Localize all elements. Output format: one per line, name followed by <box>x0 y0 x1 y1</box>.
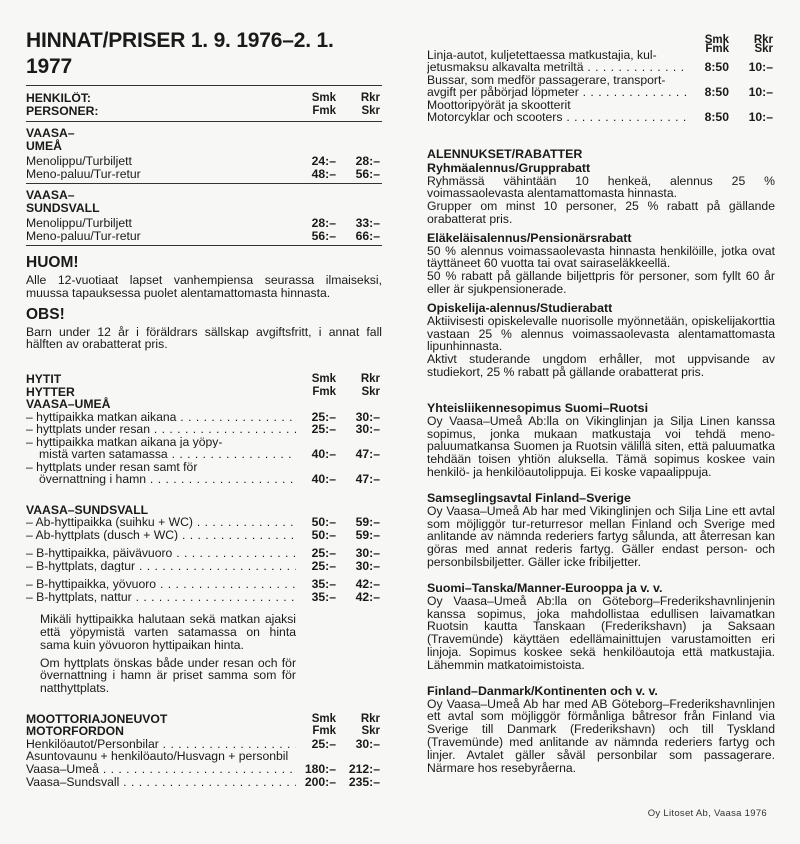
discount-title: Opiskelija-alennus/Studierabatt <box>427 300 613 315</box>
vehicles-header-fi: MOOTTORIAJONEUVOT <box>26 712 168 726</box>
price-row: Menolippu/Turbiljett 24:– 28:– <box>26 154 380 168</box>
discounts-section <box>427 147 775 379</box>
price-row: Motorcyklar och scooters . . . 8:50 10:– <box>427 111 775 124</box>
price-row: – hyttplats under resan . . . 25:– 30:– <box>26 423 382 436</box>
price-row: – Ab-hyttipaikka (suihku + WC) . . . 50:– 59:– <box>26 516 382 529</box>
route-name: VAASA–UMEÅ <box>26 397 111 412</box>
route-vaasa-sundsvall <box>26 189 382 242</box>
cabin-note-sv: Om hyttplats önskas både under resan och för övernattning i hamn är priset samma som för natthyttplats. <box>40 655 296 696</box>
other-vehicles-line: Linja-autot, kuljetettaessa matkustajia, kul- <box>427 48 657 61</box>
right-column: Smk Rkr Linja-autot, kuljetettaessa matkustajia, kul- Fmk Skr jetusmaksu alkavalta metriltä . . . 8:50 10:– Bussar, som medför passagerare, transport- avgift per påbörjad löpmeter . . . 8:50 10:– Moottoripyörät ja skootterit Motorcyklar och scooters . . . 8:50 10:– ALENNUKSET/RABATTER Ryhmäalennus/Grupprabatt Ryhmässä vähintään 10 henkeä, alennus 25 % voimassaolevasta alentamattomasta hinnasta. Grupper om minst 10 personer, 25 % rabatt på gällande orabatterat pris. Eläkeläisalennus/Pensionärsrabatt 50 % alennus voimassaolevasta hinnasta henkilöille, jotka ovat täyttäneet 60 vuotta tai ovat sairaseläkkeellä. 50 % rabatt på gällande biljettpris för personer, som fyllt 60 år eller är sjukpensionerade. Opiskelija-alennus/Studierabatt Aktiivisesti opiskelevalle nuorisolle myönnetään, opiskelijakorttia vastaan 25 % alennus voimassaolevasta alentamattomasta lipunhinnasta. Aktivt studerande ungdom erhåller, mot uppvisande av studiekort, 25 % rabatt på gällande orabatterat pris. Yhteisliikennesopimus Suomi–Ruotsi Oy Vaasa–Umeå Ab:lla on Vikinglinjan ja Silja Linen kanssa sopimus, jonka mukaan matkustaja voi tehdä meno-paluumatkansa Suomen ja Ruotsin välillä siten, että paluumatka tehdään toisen yhtiön aluksella. Tämä sopimus koskee vain henkilö- ja henkilöautolippuja. Ei koske vapaalippuja. Samseglingsavtal Finland–Sverige Oy Vaasa–Umeå Ab har med Vikinglinjen och Silja Line ett avtal som möjliggör tur-returresor mellan Finland och Sverige med anlitande av nämnda rederiers fartyg sålunda, att återresan kan göras med annat rederis fartyg. Gäller endast person- och personbilsbiljetter. Gäller icke fribiljetter. Suomi–Tanska/Manner-Eurooppa ja v. v. Oy Vaasa–Umeå Ab:lla on Göteborg–Frederikshavnlinjenin kanssa sopimus, joka mahdollistaa edullisen laivamatkan Ruotsin kautta Tanskaan (Frederikshavn) ja Saksaan (Travemünde) käyttäen edellämainittujen varustamoitten eri linjoja. Sopimus koskee sekä henkilöautoja että matkustajia. Lähemmin matkatoimistoista. Finland–Danmark/Kontinenten och v. v. Oy Vaasa–Umeå Ab har med AB Göteborg–Frederikshavnlinjen ett avtal som möjliggör förmånliga båtresor från Finland via Sverige till Danmark (Frederikshavn) och till Tyskland (Travemünde) med anlitande av nämnda rederiers fartyg och linjer. Avtalet gäller såväl personbilar som passagerare. Närmare hos resebyråerna. <box>427 28 775 774</box>
persons-header <box>26 92 382 117</box>
cabin-group <box>26 547 382 572</box>
price-row: – B-hyttplats, dagtur . . . 25:– 30:– <box>26 560 382 573</box>
divider <box>26 121 382 122</box>
agreement <box>427 491 775 569</box>
persons-header-sv: PERSONER: <box>26 104 99 117</box>
vehicles-header-sv: MOTORFORDON <box>26 725 124 738</box>
price-row: Meno-paluu/Tur-retur 56:– 66:– <box>26 228 380 243</box>
obs-text: Barn under 12 år i föräldrars sällskap avgiftsfritt, i annat fall hälften av orabatterat pris. <box>26 324 382 352</box>
currency-rkr: Rkr <box>360 92 380 104</box>
page-title: HINNAT/PRISER 1. 9. 1976–2. 1. 1977 <box>26 29 334 78</box>
price-row: – hyttplats under resan samt för <box>26 460 198 474</box>
agreement-text: Oy Vaasa–Umeå Ab har med Vikinglinjen och Silja Line ett avtal som möjliggör tur-returresor mellan Finland och Sverige med anlitande av nämnda rederiers fartyg sålunda, att återresan kan göras med annat rederis fartyg. Gäller endast person- och personbilsbiljetter. Gäller icke fribiljetter. <box>427 503 775 570</box>
price-row: – B-hyttplats, nattur . . . 35:– 42:– <box>26 591 382 604</box>
cabins-header-sv: HYTTER <box>26 385 75 399</box>
route-vaasa-umea <box>26 127 382 180</box>
cabin-group <box>26 578 382 603</box>
price-row: – B-hyttipaikka, yövuoro . . . 35:– 42:– <box>26 578 382 591</box>
price-row: Meno-paluu/Tur-retur 48:– 56:– <box>26 166 380 181</box>
price-row: Menolippu/Turbiljett 28:– 33:– <box>26 216 380 230</box>
huom-heading: HUOM! <box>26 254 79 271</box>
discounts-heading: ALENNUKSET/RABATTER <box>427 146 583 161</box>
price-row: – Ab-hyttplats (dusch + WC) . . . 50:– 59:– <box>26 529 382 542</box>
price-row: jetusmaksu alkavalta metriltä . . . 8:50 10:– <box>427 61 775 74</box>
divider <box>26 85 382 86</box>
agreement-title: Yhteisliikennesopimus Suomi–Ruotsi <box>427 400 649 415</box>
cabin-group <box>26 516 382 541</box>
agreement-text: Oy Vaasa–Umeå Ab:lla on Göteborg–Frederikshavnlinjenin kanssa sopimus, joka mahdollistaa edullisen laivamatkan Ruotsin kautta Tanskaan (Frederikshavn) ja Saksaan (Travemünde) käyttäen edellämainittujen varustamoitten eri linjoja. Sopimus koskee sekä henkilöautoja että matkustajia. Lähemmin matkatoimistoista. <box>427 593 775 672</box>
price-row: – hyttipaikka matkan aikana ja yöpy- <box>26 435 223 449</box>
price-row: – hyttipaikka matkan aikana . . . 25:– 30:– <box>26 411 382 424</box>
price-row: Henkilöautot/Personbilar . . . 25:– 30:– <box>26 738 382 751</box>
agreement <box>427 684 775 775</box>
route-name: VAASA– <box>26 126 75 140</box>
left-column <box>26 28 382 788</box>
agreement-text: Oy Vaasa–Umeå Ab:lla on Vikinglinjan ja Silja Linen kanssa sopimus, jonka mukaan matkustaja voi tehdä meno-paluumatkansa Suomen ja Ruotsin välillä siten, että paluumatka tehdään toisen yhtiön aluksella. Tämä sopimus koskee vain henkilö- ja henkilöautolippuja. Ei koske vapaalippuja. <box>427 413 775 480</box>
huom-text: Alle 12-vuotiaat lapset vanhempiensa seurassa ilmaiseksi, muussa tapauksessa puolet alentamattomasta hinnasta. <box>26 273 382 300</box>
cabins-section: HYTIT Smk Rkr HYTTER Fmk Skr VAASA–UMEÅ – hyttipaikka matkan aikana . . . 25:– 30:– – hyttplats under resan . . . 25:– 30:– – hyttipaikka matkan aikana ja yöpy- mistä varten satamassa . . . 40:– 47:– – hyttplats under resan samt för övernattning i hamn . . . 40:– 47:– VAASA–SUNDSVALL – Ab-hyttipaikka (suihku + WC) . . . 50:– 59:– – Ab-hyttplats (dusch + WC) . . . 50:– 59:– – B-hyttipaikka, päivävuoro . . . 25:– 30:– – B-hyttplats, dagtur . . . 25:– 30:– – B-hyttipaikka, yövuoro . . . 35:– 42:– – B-hyttplats, nattur . . . 35:– 42:– Mikäli hyttipaikka halutaan sekä matkan ajaksi että yöpymistä varten satamassa on hinta sama kuin yövuoron hyttipaikan hinta. Om hyttplats önskas både under resan och för övernattning i hamn är priset samma som för natthyttplats. <box>26 371 382 695</box>
discount-item: Ryhmäalennus/Grupprabatt Ryhmässä vähintään 10 henkeä, alennus 25 % voimassaolevasta alentamattomasta hinnasta. Grupper om minst 10 personer, 25 % rabatt på gällande orabatterat pris. <box>427 160 775 226</box>
discount-title: Eläkeläisalennus/Pensionärsrabatt <box>427 230 632 245</box>
persons-header-fi: HENKILÖT: <box>26 92 91 105</box>
route-name: VAASA–SUNDSVALL <box>26 502 149 517</box>
discount-title: Ryhmäalennus/Grupprabatt <box>427 160 591 175</box>
discount-item: Opiskelija-alennus/Studierabatt Aktiivisesti opiskelevalle nuorisolle myönnetään, opiskelijakorttia vastaan 25 % alennus voimassaolevasta alentamattomasta lipunhinnasta. Aktivt studerande ungdom erhåller, mot uppvisande av studiekort, 25 % rabatt på gällande orabatterat pris. <box>427 300 775 380</box>
caravan-label: Asuntovaunu + henkilöauto/Husvagn + personbil <box>26 749 289 764</box>
currency-skr: Skr <box>361 104 380 117</box>
agreement-text: Oy Vaasa–Umeå Ab har med AB Göteborg–Frederikshavnlinjen ett avtal som möjliggör förmånliga båtresor från Finland via Sverige till Danmark (Frederikshavn) och till Tyskland (Travemünde) med anlitande av nämnda rederiers fartyg och linjer. Avtalet gäller såväl personbilar som passagerare. Närmare hos resebyråerna. <box>427 696 775 775</box>
price-row: övernattning i hamn . . . 40:– 47:– <box>26 473 382 486</box>
divider <box>26 245 382 246</box>
price-row: Vaasa–Umeå . . . 180:– 212:– <box>26 763 382 776</box>
price-row: – B-hyttipaikka, päivävuoro . . . 25:– 30:– <box>26 547 382 560</box>
printer-credit: Oy Litoset Ab, Vaasa 1976 <box>647 808 767 819</box>
agreement <box>427 401 775 479</box>
vehicles-section: MOOTTORIAJONEUVOT Smk Rkr MOTORFORDON Fmk Skr Henkilöautot/Personbilar . . . 25:– 30:– Asuntovaunu + henkilöauto/Husvagn + personbil Vaasa–Umeå . . . 180:– 212:– Vaasa–Sundsvall . . . 200:– 235:– <box>26 713 382 788</box>
route-name: VAASA– <box>26 188 75 202</box>
currency-fmk: Fmk <box>312 104 336 117</box>
agreement-title: Suomi–Tanska/Manner-Eurooppa ja v. v. <box>427 580 663 595</box>
agreement <box>427 581 775 672</box>
agreement-title: Samseglingsavtal Finland–Sverige <box>427 490 631 505</box>
discount-item: Eläkeläisalennus/Pensionärsrabatt 50 % alennus voimassaolevasta hinnasta henkilöille, jotka ovat täyttäneet 60 vuotta tai ovat sairaseläkkeellä. 50 % rabatt på gällande biljettpris för personer, som fyllt 60 år eller är sjukpensionerade. <box>427 230 775 297</box>
price-row: Vaasa–Sundsvall . . . 200:– 235:– <box>26 776 382 789</box>
currency-smk: Smk <box>311 92 336 104</box>
cabins-header-fi: HYTIT <box>26 373 62 386</box>
price-row: avgift per påbörjad löpmeter . . . 8:50 10:– <box>427 86 775 99</box>
agreement-title: Finland–Danmark/Kontinenten och v. v. <box>427 683 658 698</box>
divider <box>26 183 382 184</box>
route-name: SUNDSVALL <box>26 200 100 215</box>
price-row: mistä varten satamassa . . . 40:– 47:– <box>26 448 382 461</box>
cabin-note-fi: Mikäli hyttipaikka halutaan sekä matkan ajaksi että yöpymistä varten satamassa on hinta sama kuin yövuoron hyttipaikan hinta. <box>40 612 296 652</box>
route-name: UMEÅ <box>26 138 62 153</box>
obs-heading: OBS! <box>26 305 65 323</box>
